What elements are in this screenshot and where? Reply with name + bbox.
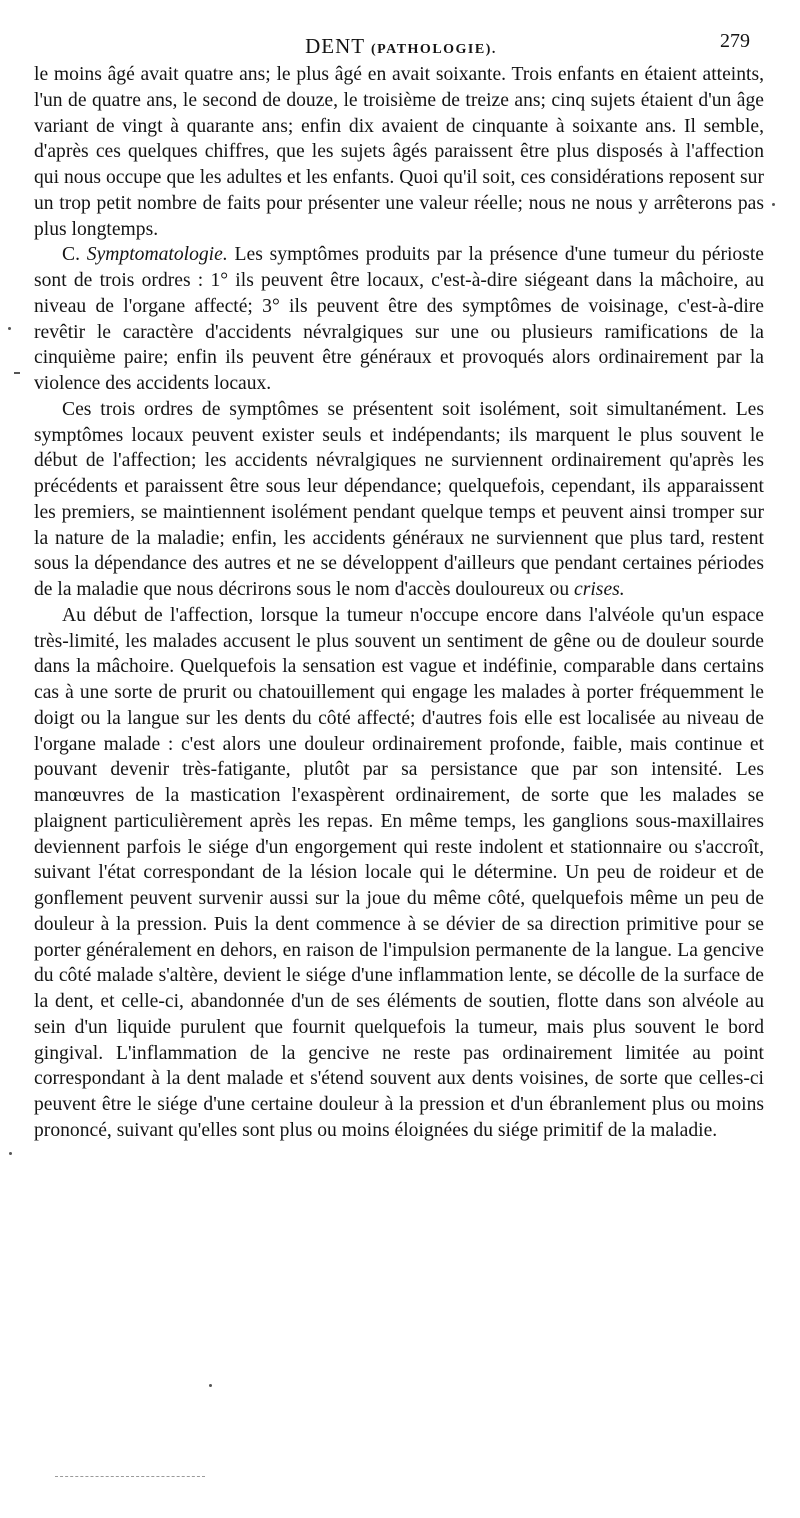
scan-speck [14,372,20,374]
scan-speck [9,1152,12,1155]
section-text: Les symptômes produits par la présence d'une tumeur du périoste sont de trois ordres : 1° ils peuvent être locaux, c'est-à-dire siégeant dans la mâchoire, au niveau de l'organe affecté; 3° ils peuvent être des symptômes de voisinage, c'est-à-dire revêtir le caractère d'accidents névralgiques sur une ou plusieurs ramifications de la cinquième paire; enfin ils peuvent être généraux et provoqués alors ordinairement par la violence des accidents locaux. [34,244,764,394]
section-label: C. [62,244,80,266]
paragraph-orders-of-symptoms [34,397,764,603]
paragraph-symptomatologie [34,242,764,397]
paragraph-age-statistics: le moins âgé avait quatre ans; le plus âgé en avait soixante. Trois enfants en étaient atteints, l'un de quatre ans, le second de douze, le troisième de treize ans; cinq sujets étaient d'un âge variant de vingt à quarante ans; enfin dix avaient de cinquante à soixante ans. Il semble, d'après ces quelques chiffres, que les sujets âgés paraissent être plus disposés à l'affection qui nous occupe que les adultes et les enfants. Quoi qu'il soit, ces considérations reposent sur un trop petit nombre de faits pour présenter une valeur réelle; nous ne nous y arrêterons pas plus longtemps. [34,64,764,240]
paragraph-text: Ces trois ordres de symptômes se présentent soit isolément, soit simultanément. Les symptômes locaux peuvent exister seuls et indépendants; ils marquent le plus souvent le début de l'affection; les accidents névralgiques ne surviennent ordinairement qu'après les précédents et paraissent être sous leur dépendance; quelquefois, cependant, ils apparaissent les premiers, se maintiennent isolément pendant quelque temps et peuvent ainsi tromper sur la nature de la maladie; enfin, les accidents généraux ne surviennent que plus tard, restent sous la dépendance des autres et ne se développent d'ailleurs que pendant certaines périodes de la maladie que nous décrirons sous le nom d'accès douloureux ou [34,398,764,600]
running-title-main: DENT [305,34,365,58]
scan-speck [8,327,11,330]
footer-rule [55,1476,205,1477]
paragraph-onset: Au début de l'affection, lorsque la tumeur n'occupe encore dans l'alvéole qu'un espace très-limité, les malades accusent le plus souvent un sentiment de gêne ou de douleur sourde dans la mâchoire. Quelquefois la sensation est vague et indéfinie, comparable dans certains cas à une sorte de prurit ou chatouillement qui engage les malades à porter fréquemment le doigt ou la langue sur les dents du côté affecté; d'autres fois elle est localisée au niveau de l'organe malade : c'est alors une douleur ordinairement profonde, faible, mais continue et pouvant devenir très-fatigante, plutôt par sa persistance que par son intensité. Les manœuvres de la mastication l'exaspèrent ordinairement, de sorte que les malades se plaignent particulièrement après les repas. En même temps, les ganglions sous-maxillaires deviennent parfois le siége d'un engorgement qui reste indolent et stationnaire ou s'accroît, suivant l'état correspondant de la lésion locale qui le détermine. Un peu de roideur et de gonflement peuvent survenir aussi sur la joue du même côté, quelquefois même un peu de douleur à la pression. Puis la dent commence à se dévier de sa direction primitive pour se porter généralement en dehors, en raison de l'impulsion permanente de la langue. La gencive du côté malade s'altère, devient le siége d'une inflammation lente, se décolle de la surface de la dent, et celle-ci, abandonnée d'un de ses éléments de soutien, flotte dans son alvéole au sein d'un liquide purulent que fournit quelquefois la tumeur, mais plus souvent le bord gingival. L'inflammation de la gencive ne reste pas ordinairement limitée au point correspondant à la dent malade et s'étend souvent aux dents voisines, de sorte que celles-ci peuvent être le siége d'une certaine douleur à la pression et d'un ébranlement plus ou moins prononcé, suivant qu'elles sont plus ou moins éloignées du siége primitif de la maladie. [34,604,764,1141]
running-title-sub: (PATHOLOGIE). [370,42,497,57]
body-text [34,62,764,1144]
running-title [36,34,766,59]
section-heading: Symptomatologie. [86,244,228,266]
crises-term: crises. [574,579,625,600]
page-number: 279 [720,30,750,52]
scan-speck [209,1384,212,1387]
scan-speck [772,203,775,206]
running-head [36,30,766,64]
